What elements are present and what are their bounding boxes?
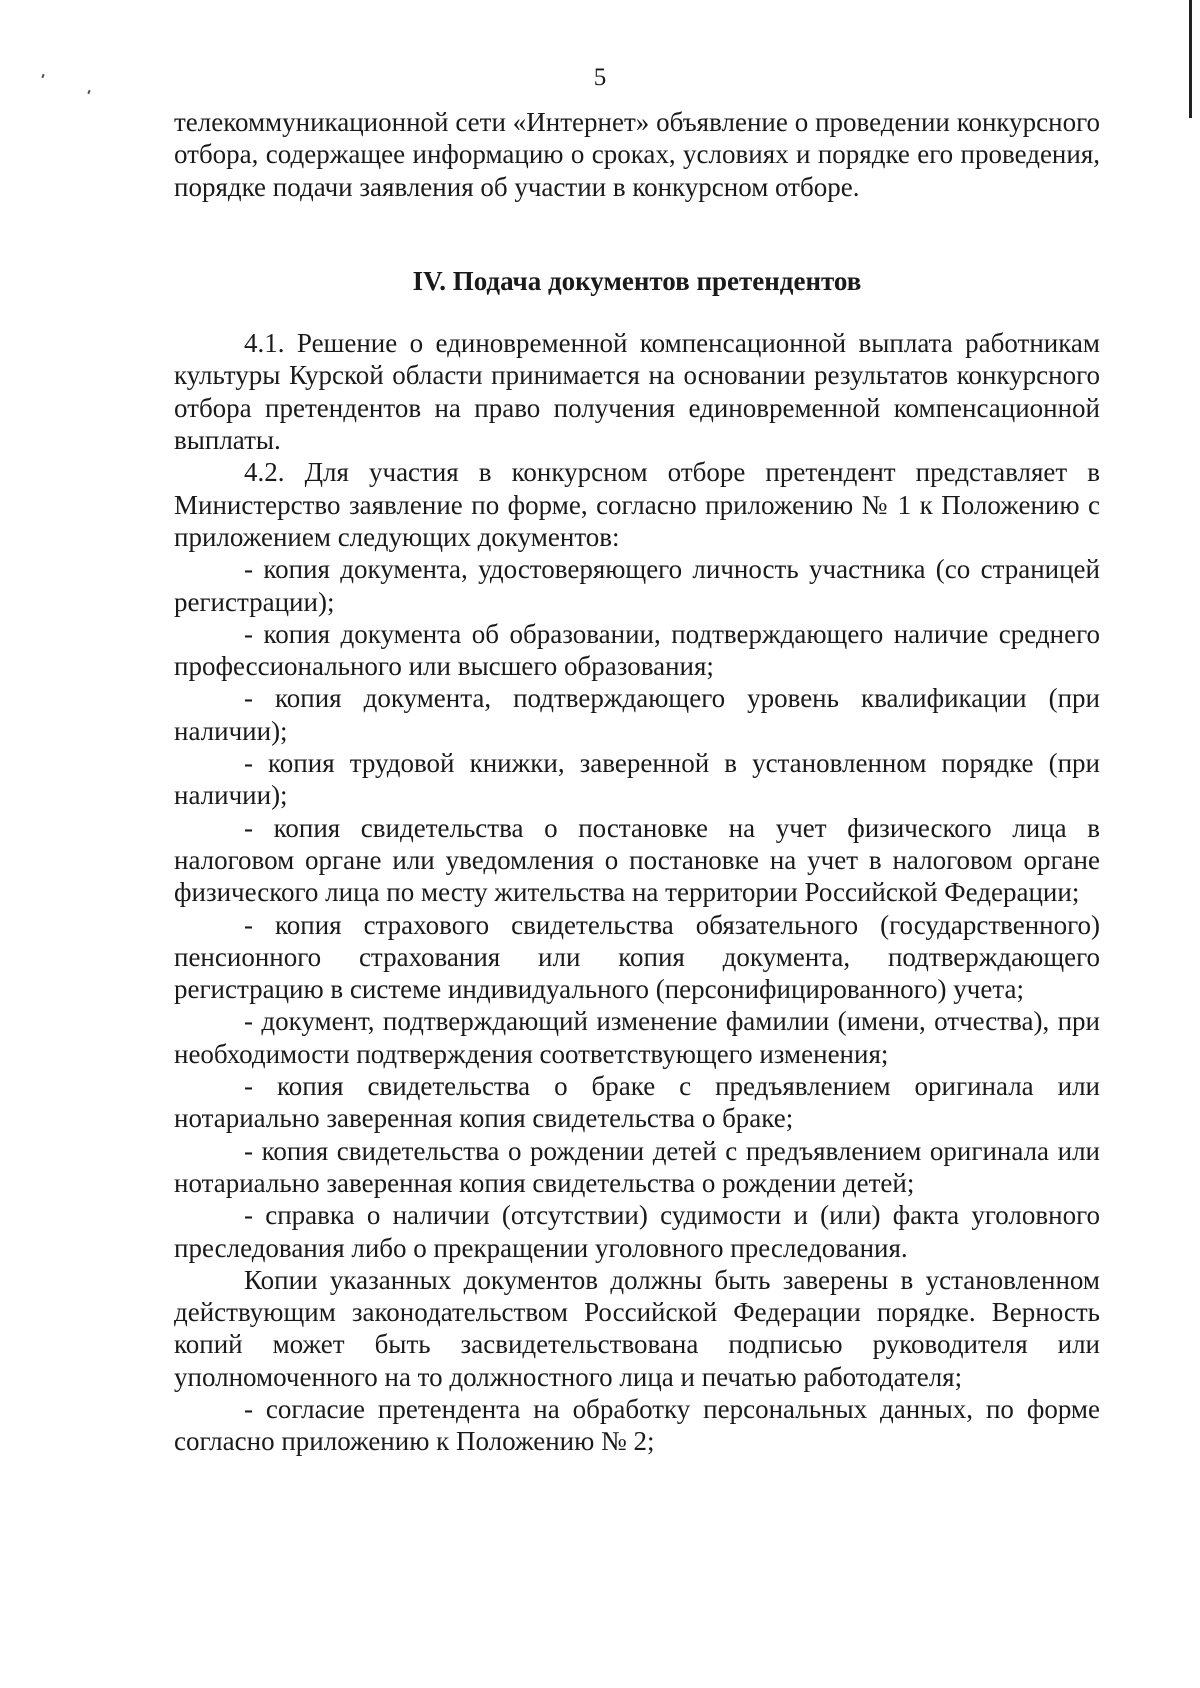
copies-note-paragraph: Копии указанных документов должны быть заверены в установленном действующим законодательством Российской Федерации порядке. Верность копий может быть засвидетельствована подписью руководителя или уполномоченного на то должностного лица и печатью работодателя; <box>174 1264 1100 1392</box>
list-item: - копия документа, подтверждающего уровень квалификации (при наличии); <box>174 683 1100 746</box>
intro-paragraph: телекоммуникационной сети «Интернет» объявление о проведении конкурсного отбора, содержащее информацию о сроках, условиях и порядке его проведения, порядке подачи заявления об участии в конкурсном отборе. <box>174 107 1100 202</box>
document-body <box>174 106 1100 1458</box>
list-item: - копия свидетельства о рождении детей с предъявлением оригинала или нотариально заверенная копия свидетельства о рождении детей; <box>174 1135 1100 1198</box>
section-heading: IV. Подача документов претендентов <box>412 265 862 296</box>
list-item: - согласие претендента на обработку персональных данных, по форме согласно приложению к Положению № 2; <box>174 1393 1100 1457</box>
list-item: - копия свидетельства о браке с предъявлением оригинала или нотариально заверенная копия свидетельства о браке; <box>174 1071 1100 1134</box>
page-number: 5 <box>593 64 607 91</box>
list-item: - копия документа об образовании, подтверждающего наличие среднего профессионального или высшего образования; <box>174 618 1100 682</box>
paragraph-4-2: 4.2. Для участия в конкурсном отборе претендент представляет в Министерство заявление по форме, согласно приложению № 1 к Положению с приложением следующих документов: <box>174 457 1100 552</box>
scan-edge-mark <box>1189 0 1192 118</box>
paragraph-4-1: 4.1. Решение о единовременной компенсационной выплата работникам культуры Курской области принимается на основании результатов конкурсного отбора претендентов на право получения единовременной компенсационной выплаты. <box>174 328 1100 456</box>
list-item: - документ, подтверждающий изменение фамилии (имени, отчества), при необходимости подтверждения соответствующего изменения; <box>174 1006 1100 1069</box>
list-item: - справка о наличии (отсутствии) судимости и (или) факта уголовного преследования либо о прекращении уголовного преследования. <box>174 1200 1100 1263</box>
list-item: - копия трудовой книжки, заверенной в установленном порядке (при наличии); <box>174 748 1100 811</box>
list-item: - копия документа, удостоверяющего личность участника (со страницей регистрации); <box>174 554 1100 617</box>
list-item: - копия свидетельства о постановке на учет физического лица в налоговом органе или уведомления о постановке на учет в налоговом органе физического лица по месту жительства на территории Российской Федерации; <box>174 812 1100 908</box>
list-item: - копия страхового свидетельства обязательного (государственного) пенсионного страхования или копия документа, подтверждающего регистрацию в системе индивидуального (персонифицированного) учета; <box>174 909 1100 1005</box>
